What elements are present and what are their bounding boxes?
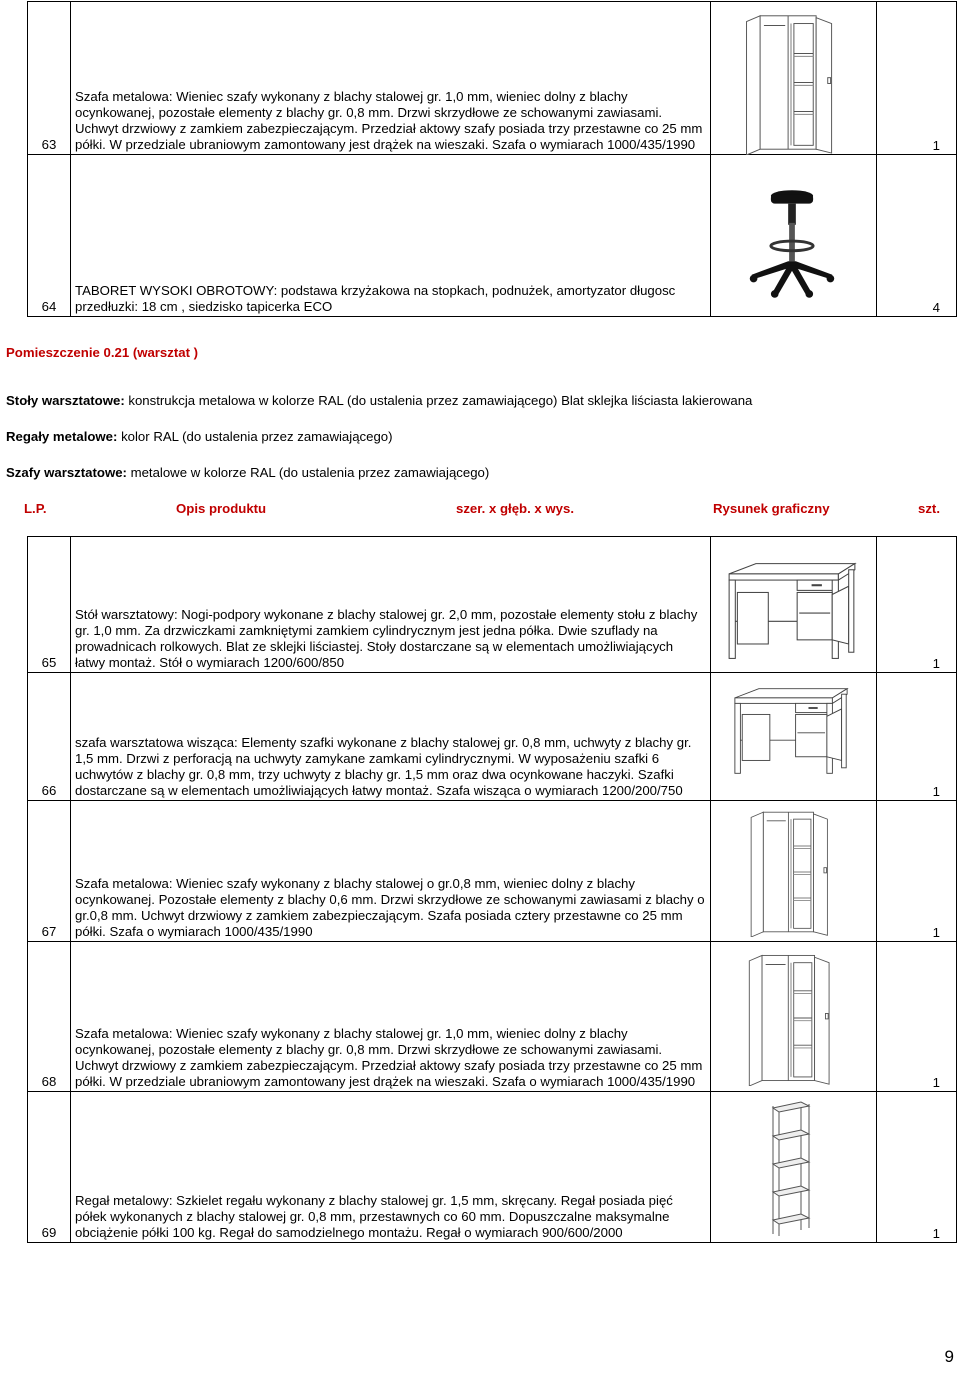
row-lp: 66 [28,673,71,801]
room-title: Pomieszczenie 0.21 (warsztat ) [6,345,199,360]
row-description: Szafa metalowa: Wieniec szafy wykonany z blachy stalowej gr. 1,0 mm, wieniec dolny z blachy ocynkowanej, pozostałe elementy z blachy gr. 0,8 mm. Drzwi skrzydłowe ze schowanymi zawiasami. Uchwyt drzwiowy z zamkiem zabezpieczającym. Przedział aktowy szafy posiada trzy przestawne co 25 mm półki. W przedziale ubraniowym zamontowany jest drążek na wieszaki. Szafa o wymiarach 1000/435/1990 [71,2,711,155]
metal-cabinet-icon [711,801,877,942]
row-qty: 1 [877,942,957,1092]
row-description: TABORET WYSOKI OBROTOWY: podstawa krzyżakowa na stopkach, podnużek, amortyzator długosc przedłuzki: 18 cm , siedzisko tapicerka ECO [71,155,711,317]
page-number: 9 [944,1347,954,1366]
section-line-label: Stoły warsztatowe: [6,393,125,408]
row-qty: 1 [877,1092,957,1243]
section-line [6,465,489,480]
header-dimensions: szer. x głęb. x wys. [456,501,575,516]
header-description: Opis produktu [176,501,267,516]
row-qty: 1 [877,673,957,801]
row-lp: 64 [28,155,71,317]
header-drawing: Rysunek graficzny [713,501,830,516]
row-description: Szafa metalowa: Wieniec szafy wykonany z blachy stalowej o gr.0,8 mm, wieniec dolny z blachy ocynkowanej. Pozostałe elementy z blachy 0,6 mm. Drzwi skrzydłowe ze schowanymi zawiasami z blachy o gr.0,8 mm. Uchwyt drzwiowy z zamkiem zabezpieczającym. Szafa posiada cztery przestawne co 25 mm półki. Szafa o wymiarach 1000/435/1990 [71,801,711,942]
row-description: Szafa metalowa: Wieniec szafy wykonany z blachy stalowej gr. 1,0 mm, wieniec dolny z blachy ocynkowanej, pozostałe elementy z blachy gr. 0,8 mm. Drzwi skrzydłowe ze schowanymi zawiasami. Uchwyt drzwiowy z zamkiem zabezpieczającym. Przedział aktowy szafy posiada trzy przestawne co 25 mm półki. W przedziale ubraniowym zamontowany jest drążek na wieszaki. Szafa o wymiarach 1000/435/1990 [71,942,711,1092]
row-lp: 68 [28,942,71,1092]
table-row [28,801,957,942]
table-row [28,537,957,673]
row-qty: 1 [877,537,957,673]
shelf-rack-icon [711,1092,877,1243]
header-lp: L.P. [24,501,47,516]
section-line [6,429,393,444]
row-description: szafa warsztatowa wisząca: Elementy szafki wykonane z blachy stalowej gr. 0,8 mm, uchwyty z blachy gr. 1,5 mm. Drzwi z perforacją na uchwyty zamykane zamkami cylindrycznymi. W wyposażeniu szafki 6 uchwytów z blachy gr. 0,8 mm, trzy uchwyty z blachy gr. 1,5 mm oraz dwa ocynkowane haczyki. Szafki dostarczane są w elementach umożliwiających łatwy montaż. Szafa wisząca o wymiarach 1200/200/750 [71,673,711,801]
section-line-text: konstrukcja metalowa w kolorze RAL (do ustalenia przez zamawiającego) Blat sklejka liściasta lakierowana [124,393,753,408]
row-lp: 69 [28,1092,71,1243]
section-line [6,393,752,408]
table-row [28,1092,957,1243]
row-qty: 1 [877,801,957,942]
workbench-icon [711,537,877,673]
row-qty: 1 [877,2,957,155]
section-line-text: kolor RAL (do ustalenia przez zamawiającego) [117,429,393,444]
metal-cabinet-icon [711,2,877,155]
top-product-table [27,1,957,317]
table-row [28,2,957,155]
row-lp: 67 [28,801,71,942]
column-header [0,500,960,520]
workbench-icon [711,673,877,801]
row-lp: 63 [28,2,71,155]
row-description: Regał metalowy: Szkielet regału wykonany z blachy stalowej gr. 1,5 mm, skręcany. Regał posiada pięć półek wykonanych z blachy stalowej gr. 0,8 mm, przestawnych co 60 mm. Dopuszczalne maksymalne obciążenie półki 100 kg. Regał do samodzielnego montażu. Regał o wymiarach 900/600/2000 [71,1092,711,1243]
bottom-product-table [27,536,957,1243]
section-line-label: Szafy warsztatowe: [6,465,127,480]
row-qty: 4 [877,155,957,317]
section-line-label: Regały metalowe: [6,429,118,444]
metal-cabinet-icon [711,942,877,1092]
row-lp: 65 [28,537,71,673]
stool-icon [711,155,877,317]
header-qty: szt. [918,501,940,516]
row-description: Stół warsztatowy: Nogi-podpory wykonane z blachy stalowej gr. 2,0 mm, pozostałe elementy stołu z blachy gr. 1,0 mm. Za drzwiczkami zamkniętymi zamkiem cylindrycznym jest jedna półka. Dwie szuflady na prowadnicach rolkowych. Blat ze sklejki liściastej. Stoły dostarczane są w elementach umożliwiających łatwy montaż. Stół o wymiarach 1200/600/850 [71,537,711,673]
section-line-text: metalowe w kolorze RAL (do ustalenia przez zamawiającego) [126,465,490,480]
table-row [28,673,957,801]
table-row [28,155,957,317]
table-row [28,942,957,1092]
